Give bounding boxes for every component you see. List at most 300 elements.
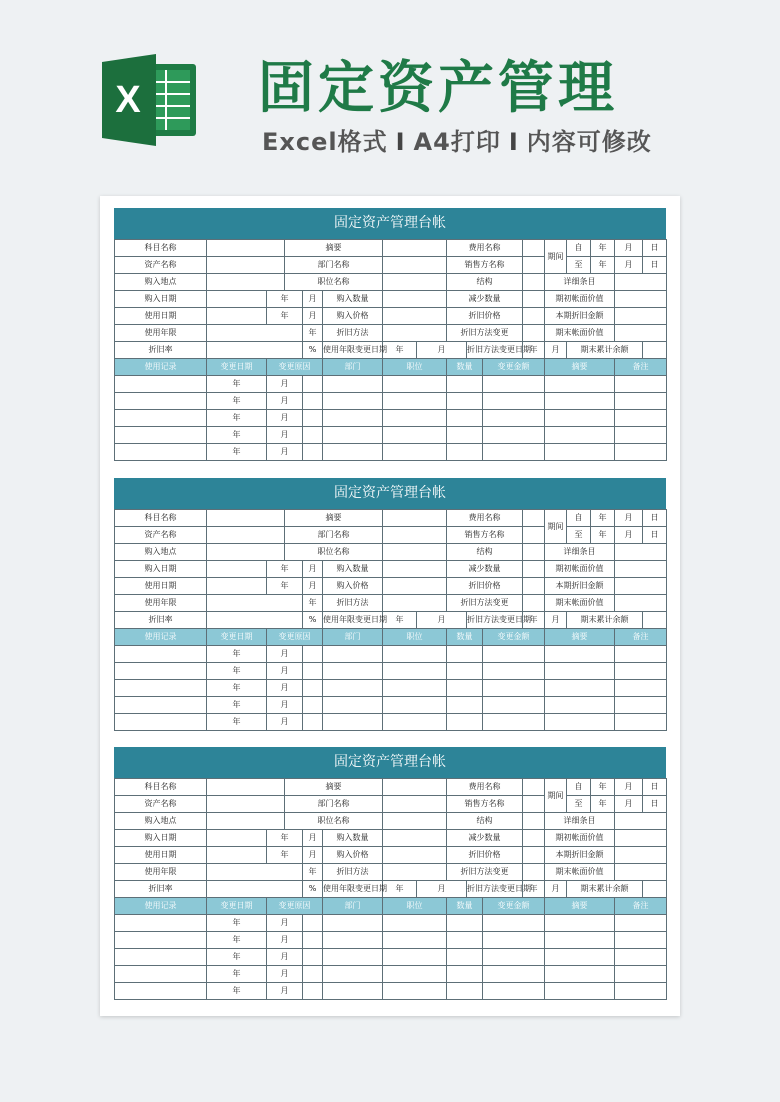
label: 年 [383, 342, 417, 359]
value-cell[interactable] [615, 864, 667, 881]
column-header: 职位 [383, 359, 447, 376]
record-cell[interactable] [383, 680, 447, 697]
record-cell[interactable] [447, 714, 483, 731]
record-cell[interactable] [615, 680, 667, 697]
label: 期初帐面价值 [545, 830, 615, 847]
value-cell[interactable] [383, 274, 447, 291]
record-cell[interactable] [115, 966, 207, 983]
label: 日 [643, 257, 667, 274]
ledger-row [115, 325, 667, 342]
value-cell[interactable] [383, 830, 447, 847]
column-header-row [115, 629, 667, 646]
record-cell[interactable] [323, 932, 383, 949]
value-cell[interactable] [523, 779, 545, 796]
ledger-table [114, 778, 667, 1000]
record-cell[interactable] [383, 966, 447, 983]
value-cell[interactable] [383, 864, 447, 881]
value-cell[interactable] [615, 325, 667, 342]
page-title: 固定资产管理 [258, 56, 618, 121]
record-cell[interactable] [383, 714, 447, 731]
record-cell[interactable] [383, 444, 447, 461]
value-cell[interactable] [207, 274, 285, 291]
record-cell[interactable] [545, 410, 615, 427]
record-cell[interactable] [115, 646, 207, 663]
record-cell[interactable] [115, 663, 207, 680]
value-cell[interactable] [523, 561, 545, 578]
value-cell[interactable] [207, 578, 267, 595]
label: 资产名称 [115, 527, 207, 544]
value-cell[interactable] [615, 544, 667, 561]
column-header: 数量 [447, 359, 483, 376]
record-cell[interactable] [303, 410, 323, 427]
value-cell[interactable] [523, 527, 545, 544]
value-cell[interactable] [207, 813, 285, 830]
record-cell[interactable] [323, 410, 383, 427]
label: 销售方名称 [447, 257, 523, 274]
record-cell[interactable] [115, 444, 207, 461]
record-cell[interactable] [483, 680, 545, 697]
label: 折旧方法变更 [447, 864, 523, 881]
label: 月 [303, 291, 323, 308]
label: 月 [615, 240, 643, 257]
value-cell[interactable] [523, 830, 545, 847]
column-header: 变更日期 [207, 359, 267, 376]
record-cell[interactable] [383, 393, 447, 410]
value-cell[interactable] [207, 881, 303, 898]
label: 日 [643, 527, 667, 544]
ledger-block-1 [114, 208, 666, 461]
record-cell[interactable] [483, 949, 545, 966]
label: 年 [523, 342, 545, 359]
value-cell[interactable] [383, 291, 447, 308]
value-cell[interactable] [207, 779, 285, 796]
record-cell[interactable] [545, 427, 615, 444]
record-cell[interactable] [115, 714, 207, 731]
record-cell[interactable] [303, 444, 323, 461]
label: 日 [643, 779, 667, 796]
record-cell[interactable] [545, 646, 615, 663]
record-cell[interactable] [303, 966, 323, 983]
label: 日 [643, 240, 667, 257]
value-cell[interactable] [207, 291, 267, 308]
record-cell[interactable] [483, 663, 545, 680]
record-cell[interactable] [615, 932, 667, 949]
ledger-row [115, 257, 667, 274]
value-cell[interactable] [207, 510, 285, 527]
value-cell[interactable] [383, 240, 447, 257]
value-cell[interactable] [523, 595, 545, 612]
ledger-row [115, 830, 667, 847]
label: 折旧方法变更 [447, 325, 523, 342]
ledger-row [115, 578, 667, 595]
label: 科目名称 [115, 240, 207, 257]
record-cell[interactable] [303, 697, 323, 714]
date-unit-label: 月 [267, 983, 303, 1000]
column-header: 部门 [323, 629, 383, 646]
record-cell[interactable] [323, 949, 383, 966]
value-cell[interactable] [207, 796, 285, 813]
ledger-row [115, 544, 667, 561]
label: 购入日期 [115, 830, 207, 847]
label: 期末帐面价值 [545, 864, 615, 881]
date-unit-label: 月 [267, 697, 303, 714]
record-cell[interactable] [615, 410, 667, 427]
record-cell[interactable] [383, 427, 447, 444]
record-cell[interactable] [115, 983, 207, 1000]
record-row [115, 410, 667, 427]
label: 销售方名称 [447, 527, 523, 544]
record-cell[interactable] [483, 966, 545, 983]
label: 本期折旧金额 [545, 578, 615, 595]
record-cell[interactable] [483, 983, 545, 1000]
label: 减少数量 [447, 830, 523, 847]
record-cell[interactable] [615, 949, 667, 966]
value-cell[interactable] [207, 342, 303, 359]
value-cell[interactable] [383, 308, 447, 325]
label: 折旧方法变更 [447, 595, 523, 612]
ledger-block-3 [114, 747, 666, 1000]
value-cell[interactable] [207, 308, 267, 325]
record-cell[interactable] [447, 697, 483, 714]
record-cell[interactable] [115, 932, 207, 949]
value-cell[interactable] [207, 830, 267, 847]
column-header-row [115, 359, 667, 376]
record-cell[interactable] [545, 966, 615, 983]
label: 折旧价格 [447, 847, 523, 864]
page-subtitle [262, 122, 652, 157]
label: 本期折旧金额 [545, 308, 615, 325]
record-cell[interactable] [115, 427, 207, 444]
record-cell[interactable] [383, 646, 447, 663]
record-cell[interactable] [383, 983, 447, 1000]
value-cell[interactable] [383, 510, 447, 527]
label: 年 [591, 796, 615, 813]
value-cell[interactable] [615, 578, 667, 595]
record-cell[interactable] [615, 915, 667, 932]
value-cell[interactable] [207, 325, 303, 342]
label: 折旧方法 [323, 595, 383, 612]
record-cell[interactable] [303, 983, 323, 1000]
record-cell[interactable] [447, 949, 483, 966]
label: 使用年限变更日期 [323, 881, 383, 898]
value-cell[interactable] [643, 342, 667, 359]
value-cell[interactable] [383, 779, 447, 796]
date-unit-label: 月 [267, 932, 303, 949]
record-cell[interactable] [303, 680, 323, 697]
record-cell[interactable] [303, 427, 323, 444]
value-cell[interactable] [523, 796, 545, 813]
record-cell[interactable] [615, 427, 667, 444]
value-cell[interactable] [383, 595, 447, 612]
label: 折旧方法变更日期 [467, 342, 523, 359]
date-unit-label: 年 [207, 427, 267, 444]
record-cell[interactable] [615, 393, 667, 410]
value-cell[interactable] [615, 813, 667, 830]
value-cell[interactable] [207, 527, 285, 544]
record-cell[interactable] [323, 663, 383, 680]
ledger-row [115, 881, 667, 898]
value-cell[interactable] [643, 612, 667, 629]
value-cell[interactable] [615, 830, 667, 847]
column-header: 变更日期 [207, 898, 267, 915]
record-cell[interactable] [323, 915, 383, 932]
value-cell[interactable] [523, 257, 545, 274]
value-cell[interactable] [383, 325, 447, 342]
label: 折旧方法变更日期 [467, 612, 523, 629]
value-cell[interactable] [523, 291, 545, 308]
record-cell[interactable] [615, 966, 667, 983]
value-cell[interactable] [523, 325, 545, 342]
label: 月 [303, 578, 323, 595]
record-cell[interactable] [483, 915, 545, 932]
value-cell[interactable] [383, 813, 447, 830]
record-cell[interactable] [383, 915, 447, 932]
record-cell[interactable] [323, 714, 383, 731]
record-cell[interactable] [115, 410, 207, 427]
label: 折旧方法变更日期 [467, 881, 523, 898]
record-cell[interactable] [303, 915, 323, 932]
column-header: 变更原因 [267, 359, 323, 376]
value-cell[interactable] [383, 561, 447, 578]
label: 月 [303, 830, 323, 847]
label: 费用名称 [447, 510, 523, 527]
value-cell[interactable] [523, 847, 545, 864]
date-unit-label: 月 [267, 444, 303, 461]
record-cell[interactable] [323, 680, 383, 697]
record-cell[interactable] [545, 915, 615, 932]
record-cell[interactable] [303, 376, 323, 393]
record-cell[interactable] [115, 915, 207, 932]
record-row [115, 444, 667, 461]
label: % [303, 342, 323, 359]
value-cell[interactable] [523, 578, 545, 595]
value-cell[interactable] [207, 561, 267, 578]
record-cell[interactable] [447, 915, 483, 932]
date-unit-label: 年 [207, 393, 267, 410]
value-cell[interactable] [523, 240, 545, 257]
record-cell[interactable] [615, 663, 667, 680]
record-cell[interactable] [303, 932, 323, 949]
record-cell[interactable] [383, 697, 447, 714]
value-cell[interactable] [207, 864, 303, 881]
date-unit-label: 年 [207, 444, 267, 461]
record-cell[interactable] [115, 393, 207, 410]
column-header: 职位 [383, 898, 447, 915]
value-cell[interactable] [207, 257, 285, 274]
label: 资产名称 [115, 796, 207, 813]
value-cell[interactable] [643, 881, 667, 898]
record-cell[interactable] [323, 376, 383, 393]
record-cell[interactable] [303, 949, 323, 966]
record-cell[interactable] [447, 427, 483, 444]
label: 购入价格 [323, 847, 383, 864]
label: 月 [615, 257, 643, 274]
value-cell[interactable] [207, 847, 267, 864]
value-cell[interactable] [523, 510, 545, 527]
record-row [115, 697, 667, 714]
value-cell[interactable] [207, 240, 285, 257]
label: 年 [523, 881, 545, 898]
label: 年 [383, 612, 417, 629]
record-cell[interactable] [483, 697, 545, 714]
record-cell[interactable] [447, 932, 483, 949]
record-cell[interactable] [323, 983, 383, 1000]
value-cell[interactable] [383, 578, 447, 595]
record-cell[interactable] [545, 714, 615, 731]
label: 年 [383, 881, 417, 898]
record-row [115, 663, 667, 680]
document-paper [100, 196, 680, 1016]
record-cell[interactable] [115, 680, 207, 697]
label: 销售方名称 [447, 796, 523, 813]
label: 年 [591, 527, 615, 544]
record-cell[interactable] [483, 932, 545, 949]
column-header: 摘要 [545, 359, 615, 376]
record-cell[interactable] [447, 663, 483, 680]
record-cell[interactable] [447, 646, 483, 663]
record-cell[interactable] [615, 376, 667, 393]
record-cell[interactable] [545, 680, 615, 697]
record-cell[interactable] [545, 949, 615, 966]
date-unit-label: 月 [267, 714, 303, 731]
record-cell[interactable] [483, 410, 545, 427]
record-cell[interactable] [303, 714, 323, 731]
value-cell[interactable] [615, 308, 667, 325]
ledger-row [115, 779, 667, 796]
record-cell[interactable] [383, 932, 447, 949]
column-header: 备注 [615, 629, 667, 646]
value-cell[interactable] [615, 595, 667, 612]
record-cell[interactable] [483, 376, 545, 393]
value-cell[interactable] [207, 595, 303, 612]
record-cell[interactable] [483, 646, 545, 663]
record-cell[interactable] [545, 697, 615, 714]
label: 年 [267, 308, 303, 325]
record-cell[interactable] [615, 646, 667, 663]
record-cell[interactable] [447, 444, 483, 461]
record-cell[interactable] [483, 714, 545, 731]
record-cell[interactable] [447, 376, 483, 393]
record-cell[interactable] [615, 714, 667, 731]
ledger-title: 固定资产管理台帐 [114, 208, 666, 239]
record-cell[interactable] [323, 646, 383, 663]
label: 期末累计余额 [567, 612, 643, 629]
ledger-row [115, 813, 667, 830]
value-cell[interactable] [383, 527, 447, 544]
date-unit-label: 月 [267, 393, 303, 410]
subtitle-format: Excel格式 [262, 128, 388, 156]
record-cell[interactable] [115, 697, 207, 714]
label: 减少数量 [447, 291, 523, 308]
ledger-row [115, 342, 667, 359]
record-row [115, 427, 667, 444]
record-cell[interactable] [447, 680, 483, 697]
record-cell[interactable] [483, 393, 545, 410]
label: 购入数量 [323, 291, 383, 308]
record-cell[interactable] [545, 663, 615, 680]
record-cell[interactable] [545, 444, 615, 461]
record-cell[interactable] [545, 376, 615, 393]
value-cell[interactable] [523, 308, 545, 325]
value-cell[interactable] [383, 796, 447, 813]
record-cell[interactable] [615, 444, 667, 461]
label: 至 [567, 257, 591, 274]
value-cell[interactable] [523, 813, 545, 830]
record-cell[interactable] [383, 410, 447, 427]
date-unit-label: 年 [207, 966, 267, 983]
value-cell[interactable] [383, 257, 447, 274]
record-cell[interactable] [323, 697, 383, 714]
label: 月 [615, 779, 643, 796]
record-cell[interactable] [323, 393, 383, 410]
record-cell[interactable] [447, 983, 483, 1000]
record-cell[interactable] [323, 444, 383, 461]
record-cell[interactable] [383, 949, 447, 966]
value-cell[interactable] [207, 612, 303, 629]
record-row [115, 932, 667, 949]
value-cell[interactable] [383, 544, 447, 561]
value-cell[interactable] [615, 274, 667, 291]
ledger-row [115, 240, 667, 257]
value-cell[interactable] [615, 291, 667, 308]
column-header: 备注 [615, 898, 667, 915]
date-unit-label: 年 [207, 932, 267, 949]
record-cell[interactable] [545, 983, 615, 1000]
record-cell[interactable] [383, 376, 447, 393]
label: 年 [267, 830, 303, 847]
record-cell[interactable] [383, 663, 447, 680]
value-cell[interactable] [523, 544, 545, 561]
record-cell[interactable] [303, 663, 323, 680]
record-cell[interactable] [447, 966, 483, 983]
column-header: 变更金额 [483, 629, 545, 646]
label: 年 [267, 291, 303, 308]
record-cell[interactable] [615, 983, 667, 1000]
value-cell[interactable] [383, 847, 447, 864]
label: 日 [643, 510, 667, 527]
label: 结构 [447, 813, 523, 830]
record-row [115, 646, 667, 663]
ledger-row [115, 595, 667, 612]
label: 年 [303, 325, 323, 342]
label: 月 [417, 342, 467, 359]
record-cell[interactable] [323, 966, 383, 983]
value-cell[interactable] [615, 561, 667, 578]
value-cell[interactable] [523, 864, 545, 881]
record-cell[interactable] [483, 427, 545, 444]
record-cell[interactable] [323, 427, 383, 444]
record-cell[interactable] [545, 393, 615, 410]
ledger-block-2 [114, 478, 666, 731]
record-cell[interactable] [303, 393, 323, 410]
record-cell[interactable] [303, 646, 323, 663]
record-cell[interactable] [483, 444, 545, 461]
record-cell[interactable] [447, 410, 483, 427]
record-cell[interactable] [115, 376, 207, 393]
record-cell[interactable] [447, 393, 483, 410]
value-cell[interactable] [615, 847, 667, 864]
value-cell[interactable] [207, 544, 285, 561]
record-cell[interactable] [545, 932, 615, 949]
date-unit-label: 年 [207, 663, 267, 680]
ledger-row [115, 291, 667, 308]
label: 科目名称 [115, 779, 207, 796]
record-cell[interactable] [615, 697, 667, 714]
record-cell[interactable] [115, 949, 207, 966]
label: 部门名称 [285, 796, 383, 813]
record-row [115, 714, 667, 731]
value-cell[interactable] [523, 274, 545, 291]
